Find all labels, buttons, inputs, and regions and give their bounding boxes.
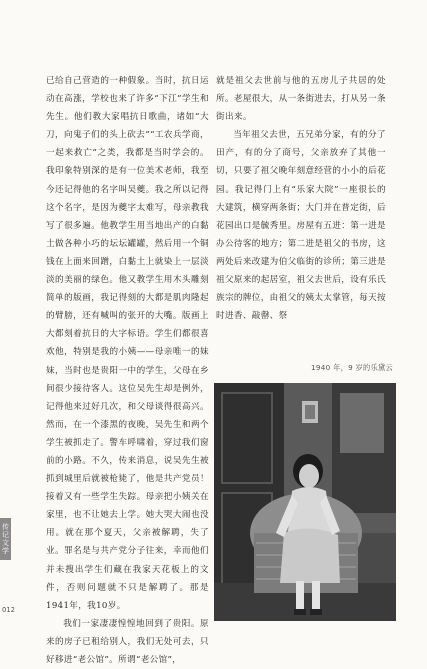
body-paragraph: 就是祖父去世前与他的五房儿子共居的处所。老屋很大，从一条街进去，打从另一条街出来。 — [216, 76, 386, 123]
body-paragraph: 已给自己营造的一种假象。当时，抗日运动在高涨，学校也来了许多“下江”学生和先生。他们教大家唱抗日歌曲，诸如“大刀，向鬼子们的头上砍去”“工农兵学商，一起来救亡”之类，我都是当时学会的。我印象特别深的是有一位美术老师，我至今还记得他的名字叫吴夔。我之所以记得这个名字，是因为夔字太难写，母亲教我写了很多遍。他教学生用当地出产的白黏土做各种小巧的坛坛罐罐，然后用一个铜钱在上面来回蹭，白黏土上就染上一层淡淡的美丽的绿色。他又教学生用木头雕刻简单的版画，我记得刻的大都是肌肉隆起的臂膀，还有喊叫的张开的大嘴。版画上大都刻着抗日的大字标语。学生们都很喜欢他，特别是我的小姨——母亲唯一的妹妹，当时也是贵阳一中的学生，父母在乡间很少接待客人。这位吴先生却是例外，记得他来过好几次，和父母谈得很高兴。然而，在一个漆黑的夜晚，吴先生和两个学生被抓走了。警车呼啸着，穿过我们窗前的小路。不久，传来消息，说吴先生被抓到城里后就被枪毙了，他是共产党员！接着又有一些学生失踪。母亲把小姨关在家里，也不让她去上学。她大哭大闹也没用。就在那个夏天，父亲被解聘，失了业。罪名是与共产党分子往来，幸而他们并未搜出学生们藏在我家天花板上的文件，否则问题就不只是解聘了。那是1941年，我10岁。 — [46, 76, 209, 611]
photo-caption: 1940 年，9 岁的乐黛云 — [311, 363, 393, 372]
right-text-column — [216, 72, 386, 325]
left-text-column — [46, 72, 209, 669]
body-paragraph: 我们一家凄凄惶惶地回到了贵阳。原来的房子已租给别人，我们无处可去，只好移进“老公馆”。所谓“老公馆”， — [46, 618, 209, 665]
portrait-photo — [214, 383, 396, 621]
section-tab: 传记文学 — [0, 518, 11, 560]
body-paragraph: 当年祖父去世，五兄弟分家，有的分了田产，有的分了商号，父亲放弃了其他一切，只要了祖父晚年刻意经营的小小的后花园。我记得门上有“乐家大院”一座很长的大建筑，横穿两条街；大门并在普定街，后花园出口是毓秀里。房屋有五进：第一进是办公待客的地方；第二进是祖父的书房，这两处后来改建为伯父临街的诊所；第三进是祖父原来的起居室，祖父去世后，设有乐氏族宗的牌位，由祖父的姨太太掌管，每天按时进香、敲罄、祭 — [216, 130, 386, 322]
page-number: 012 — [2, 606, 15, 614]
